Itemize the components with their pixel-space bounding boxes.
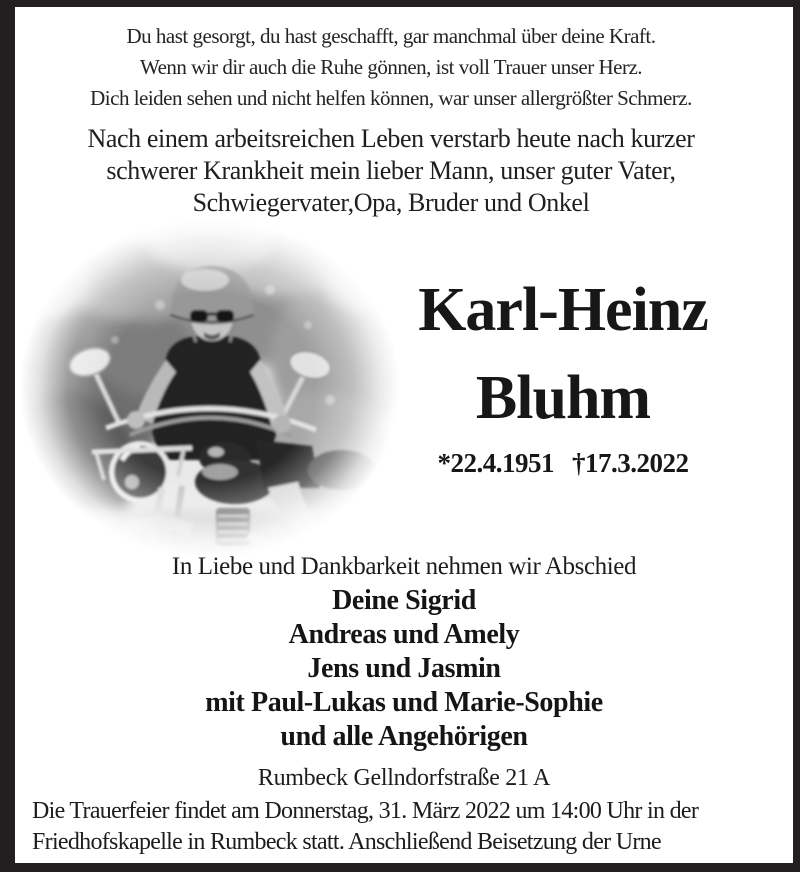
intro-line-2: schwerer Krankheit mein lieber Mann, unser guter Vater, — [106, 156, 676, 185]
verse-line-3: Dich leiden sehen und nicht helfen können, war unser allergrößter Schmerz. — [90, 86, 692, 110]
mourner-line-1: Deine Sigrid — [332, 585, 476, 616]
deceased-last-name: Bluhm — [475, 364, 651, 432]
verse-line-2: Wenn wir dir auch die Ruhe gönnen, ist voll Trauer unser Herz. — [139, 55, 643, 79]
funeral-line-2: Friedhofskapelle in Rumbeck statt. Anschließend Beisetzung der Urne — [32, 829, 661, 855]
death-date: †17.3.2022 — [572, 448, 689, 478]
funeral-info-block — [32, 796, 792, 858]
life-dates — [375, 448, 751, 478]
mourner-line-5: und alle Angehörigen — [280, 721, 528, 752]
birth-date: *22.4.1951 — [437, 448, 554, 478]
farewell-line: In Liebe und Dankbarkeit nehmen wir Abschied — [171, 553, 637, 580]
intro-line-3: Schwiegervater,Opa, Bruder und Onkel — [192, 188, 590, 217]
verse-line-1: Du hast gesorgt, du hast geschafft, gar manchmal über deine Kraft. — [126, 24, 656, 48]
mourner-line-3: Jens und Jasmin — [307, 653, 501, 684]
deceased-first-name: Karl-Heinz — [418, 276, 708, 344]
memorial-photo — [20, 220, 400, 562]
mourner-line-4: mit Paul-Lukas und Marie-Sophie — [205, 687, 603, 718]
mourners-block — [15, 584, 793, 754]
intro-line-1: Nach einem arbeitsreichen Leben verstarb heute nach kurzer — [87, 124, 695, 153]
verse-block — [15, 21, 793, 114]
deceased-name-block — [375, 266, 751, 478]
funeral-line-1: Die Trauerfeier findet am Donnerstag, 31. März 2022 um 14:00 Uhr in der — [32, 798, 699, 824]
memorial-photo-graphic — [20, 220, 400, 562]
address-line: Rumbeck Gellndorfstraße 21 A — [257, 765, 551, 791]
intro-block — [15, 123, 793, 219]
mourner-line-2: Andreas und Amely — [288, 619, 520, 650]
